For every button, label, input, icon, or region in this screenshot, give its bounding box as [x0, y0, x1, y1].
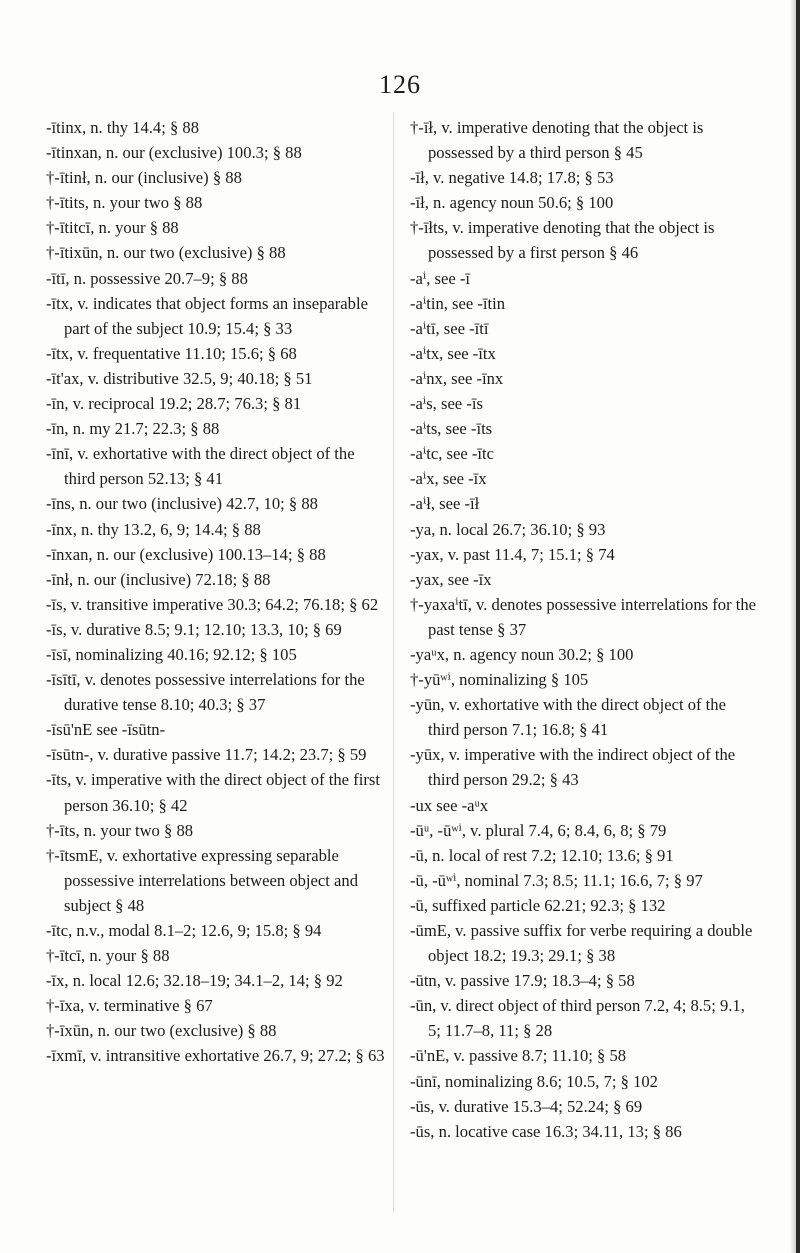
entry: -īnxan, n. our (exclusive) 100.13–14; § 88 — [46, 544, 326, 564]
entry: -īxmī, v. intransitive exhortative 26.7, 9; 27.2; § 63 — [46, 1046, 385, 1066]
entry: -ūnī, nominalizing 8.6; 10.5, 7; § 102 — [410, 1071, 658, 1091]
entry: †-yūʷⁱ, nominalizing § 105 — [410, 670, 589, 690]
entry: -ū'nE, v. passive 8.7; 11.10; § 58 — [410, 1046, 627, 1066]
entry: -īns, n. our two (inclusive) 42.7, 10; § 88 — [46, 494, 318, 514]
entry: †-īxūn, n. our two (exclusive) § 88 — [46, 1021, 277, 1041]
entry: -ūᵘ, -ūʷⁱ, v. plural 7.4, 6; 8.4, 6, 8; § 79 — [410, 820, 667, 840]
entry: -ū, n. local of rest 7.2; 12.10; 13.6; § 91 — [410, 845, 674, 865]
entry: -ītx, v. indicates that object forms an inseparable part of the subject 10.9; 15.4; § 33 — [46, 293, 368, 338]
entry: -īsūtn-, v. durative passive 11.7; 14.2; 23.7; § 59 — [46, 745, 367, 765]
entry: †-īts, n. your two § 88 — [46, 820, 194, 840]
entry: -ītinx, n. thy 14.4; § 88 — [46, 118, 200, 137]
entry: -yax, see -īx — [410, 569, 492, 589]
entry: -īnx, n. thy 13.2, 6, 9; 14.4; § 88 — [46, 519, 261, 539]
entry: -īx, n. local 12.6; 32.18–19; 34.1–2, 14; § 92 — [46, 971, 343, 991]
entry: -īs, v. durative 8.5; 9.1; 12.10; 13.3, 10; § 69 — [46, 619, 342, 639]
entry: †-ītinł, n. our (inclusive) § 88 — [46, 168, 242, 188]
entry: †-ītixūn, n. our two (exclusive) § 88 — [46, 243, 286, 263]
entry: -īsū'nE see -īsūtn- — [46, 720, 166, 740]
entry: -yaᵘx, n. agency noun 30.2; § 100 — [410, 644, 634, 664]
entry: -ītinxan, n. our (exclusive) 100.3; § 88 — [46, 143, 302, 163]
entry: -yūx, v. imperative with the indirect object of the third person 29.2; § 43 — [410, 745, 736, 790]
entry: -yax, v. past 11.4, 7; 15.1; § 74 — [410, 544, 615, 564]
left-column — [46, 115, 386, 1069]
entry: -aⁱtī, see -ītī — [410, 318, 489, 338]
entry: -īł, v. negative 14.8; 17.8; § 53 — [410, 168, 614, 188]
entry: -aⁱnx, see -īnx — [410, 368, 504, 388]
entry: -ūs, n. locative case 16.3; 34.11, 13; § 86 — [410, 1121, 682, 1141]
entry: -īn, n. my 21.7; 22.3; § 88 — [46, 419, 220, 439]
entry: -īnī, v. exhortative with the direct object of the third person 52.13; § 41 — [46, 444, 355, 489]
entry: -īt'ax, v. distributive 32.5, 9; 40.18; § 51 — [46, 368, 313, 388]
entry: -aⁱts, see -īts — [410, 419, 493, 439]
entry: -ya, n. local 26.7; 36.10; § 93 — [410, 519, 606, 539]
entry: -ūmE, v. passive suffix for verbe requiring a double object 18.2; 19.3; 29.1; § 38 — [410, 921, 753, 966]
entry: -īn, v. reciprocal 19.2; 28.7; 76.3; § 81 — [46, 394, 302, 414]
right-column — [410, 115, 760, 1144]
entry: -aⁱtc, see -ītc — [410, 444, 494, 464]
entry: -aⁱł, see -īł — [410, 494, 480, 514]
entry: †-ītsmE, v. exhortative expressing separable possessive interrelations between object and subject § 48 — [46, 845, 358, 915]
entry: -īsī, nominalizing 40.16; 92.12; § 105 — [46, 644, 297, 664]
entry: -ītī, n. possessive 20.7–9; § 88 — [46, 268, 248, 288]
entry: -aⁱ, see -ī — [410, 268, 470, 288]
entry: †-ītits, n. your two § 88 — [46, 193, 203, 213]
column-gutter — [393, 112, 394, 1212]
entry: -ītx, v. frequentative 11.10; 15.6; § 68 — [46, 343, 297, 363]
entry: -īnł, n. our (inclusive) 72.18; § 88 — [46, 569, 271, 589]
entry: †-īłts, v. imperative denoting that the object is possessed by a first person § 46 — [410, 218, 715, 263]
entry: †-ītitcī, n. your § 88 — [46, 218, 179, 238]
entry: -ītc, n.v., modal 8.1–2; 12.6, 9; 15.8; § 94 — [46, 921, 322, 940]
entry: -īsītī, v. denotes possessive interrelations for the durative tense 8.10; 40.3; § 37 — [46, 670, 365, 715]
entry: †-ītcī, n. your § 88 — [46, 946, 170, 966]
entry: -ūs, v. durative 15.3–4; 52.24; § 69 — [410, 1096, 643, 1116]
entry: †-īxa, v. terminative § 67 — [46, 996, 213, 1016]
entry: -ūn, v. direct object of third person 7.2, 4; 8.5; 9.1, 5; 11.7–8, 11; § 28 — [410, 996, 745, 1041]
entry: -ū, suffixed particle 62.21; 92.3; § 132 — [410, 895, 666, 915]
entry: -aⁱs, see -īs — [410, 394, 483, 414]
entry: †-yaxaⁱtī, v. denotes possessive interrelations for the past tense § 37 — [410, 594, 757, 639]
entry: †-īł, v. imperative denoting that the object is possessed by a third person § 45 — [410, 118, 704, 163]
page-number: 126 — [379, 70, 421, 99]
entry: -īł, n. agency noun 50.6; § 100 — [410, 193, 614, 213]
entry: -yūn, v. exhortative with the direct object of the third person 7.1; 16.8; § 41 — [410, 695, 726, 740]
entry: -ūtn, v. passive 17.9; 18.3–4; § 58 — [410, 971, 635, 991]
entry: -ū, -ūʷⁱ, nominal 7.3; 8.5; 11.1; 16.6, 7; § 97 — [410, 870, 703, 890]
entry: -aⁱx, see -īx — [410, 469, 487, 489]
entry: -īs, v. transitive imperative 30.3; 64.2; 76.18; § 62 — [46, 594, 379, 614]
entry: -ux see -aᵘx — [410, 795, 489, 815]
entry: -aⁱtin, see -ītin — [410, 293, 506, 313]
entry: -īts, v. imperative with the direct object of the first person 36.10; § 42 — [46, 770, 380, 815]
entry: -aⁱtx, see -ītx — [410, 343, 496, 363]
page-edge — [796, 0, 800, 1253]
